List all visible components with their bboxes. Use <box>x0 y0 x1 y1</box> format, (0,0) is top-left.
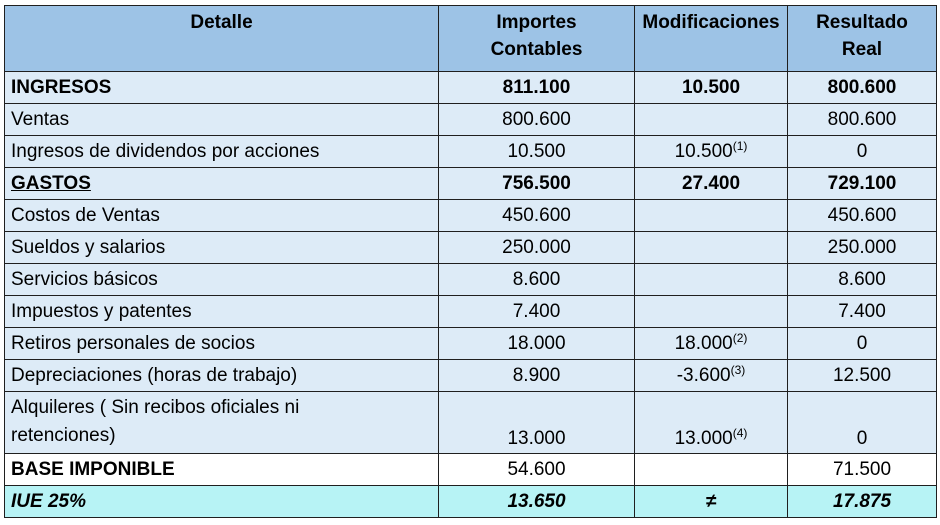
row-resultado: 0 <box>788 328 937 360</box>
tax-table-wrapper <box>4 5 937 518</box>
row-detalle <box>5 168 439 200</box>
row-importe: 8.900 <box>439 360 635 392</box>
row-detalle: IUE 25% <box>5 486 439 518</box>
row-importe: 811.100 <box>439 72 635 104</box>
header-importes-line2: Contables <box>490 39 583 60</box>
row-importe: 450.600 <box>439 200 635 232</box>
header-row <box>5 6 937 72</box>
row-modificacion <box>635 328 788 360</box>
row-detalle: Retiros personales de socios <box>5 328 439 360</box>
row-resultado: 71.500 <box>788 454 937 486</box>
row-importe: 7.400 <box>439 296 635 328</box>
footnote-marker: (1) <box>732 139 748 153</box>
table-header <box>5 6 937 72</box>
modificacion-value: 18.000 <box>674 333 733 354</box>
table-row <box>5 328 937 360</box>
row-modificacion <box>635 104 788 136</box>
detalle-line2: retenciones) <box>11 425 116 446</box>
row-detalle: Sueldos y salarios <box>5 232 439 264</box>
modificacion-value: 10.500 <box>674 141 733 162</box>
gastos-label: GASTOS <box>11 173 91 194</box>
table-row-ingresos <box>5 72 937 104</box>
row-modificacion: 27.400 <box>635 168 788 200</box>
row-resultado: 7.400 <box>788 296 937 328</box>
row-modificacion <box>635 136 788 168</box>
modificacion-value: 13.000 <box>674 428 733 449</box>
row-modificacion <box>635 454 788 486</box>
row-modificacion <box>635 392 788 454</box>
table-row <box>5 264 937 296</box>
footnote-marker: (3) <box>730 363 746 377</box>
footnote-marker: (2) <box>732 331 748 345</box>
row-resultado: 450.600 <box>788 200 937 232</box>
detalle-line1: Alquileres ( Sin recibos oficiales ni <box>11 397 300 418</box>
modificacion-value: -3.600 <box>676 365 731 386</box>
header-importes-line1: Importes <box>496 12 577 33</box>
table-row <box>5 104 937 136</box>
header-detalle: Detalle <box>5 6 439 72</box>
row-resultado: 8.600 <box>788 264 937 296</box>
table-row <box>5 360 937 392</box>
row-importe: 13.650 <box>439 486 635 518</box>
row-modificacion: 10.500 <box>635 72 788 104</box>
not-equal-sign: ≠ <box>635 486 788 518</box>
header-resultado-line2: Real <box>841 39 883 60</box>
row-resultado: 729.100 <box>788 168 937 200</box>
table-row <box>5 200 937 232</box>
table-body <box>5 72 937 518</box>
row-modificacion <box>635 264 788 296</box>
row-resultado: 17.875 <box>788 486 937 518</box>
row-importe: 250.000 <box>439 232 635 264</box>
row-importe: 800.600 <box>439 104 635 136</box>
header-importes <box>439 6 635 72</box>
row-detalle <box>5 392 439 454</box>
row-detalle: Impuestos y patentes <box>5 296 439 328</box>
row-detalle: Costos de Ventas <box>5 200 439 232</box>
table-row-base-imponible <box>5 454 937 486</box>
row-resultado: 800.600 <box>788 104 937 136</box>
row-detalle: Ventas <box>5 104 439 136</box>
row-detalle: INGRESOS <box>5 72 439 104</box>
row-modificacion <box>635 232 788 264</box>
header-modificaciones: Modificaciones <box>635 6 788 72</box>
row-modificacion <box>635 200 788 232</box>
row-importe: 756.500 <box>439 168 635 200</box>
row-modificacion <box>635 296 788 328</box>
table-row <box>5 136 937 168</box>
row-resultado: 250.000 <box>788 232 937 264</box>
row-resultado: 0 <box>788 136 937 168</box>
footnote-marker: (4) <box>732 426 748 440</box>
row-importe: 13.000 <box>439 392 635 454</box>
header-resultado-line1: Resultado <box>816 12 908 33</box>
header-resultado <box>788 6 937 72</box>
table-row <box>5 232 937 264</box>
table-row <box>5 392 937 454</box>
table-row-iue <box>5 486 937 518</box>
row-resultado: 0 <box>788 392 937 454</box>
row-importe: 18.000 <box>439 328 635 360</box>
row-modificacion <box>635 360 788 392</box>
row-detalle: BASE IMPONIBLE <box>5 454 439 486</box>
table-row <box>5 296 937 328</box>
table-row-gastos <box>5 168 937 200</box>
row-importe: 10.500 <box>439 136 635 168</box>
row-detalle: Depreciaciones (horas de trabajo) <box>5 360 439 392</box>
row-importe: 54.600 <box>439 454 635 486</box>
row-detalle: Servicios básicos <box>5 264 439 296</box>
row-importe: 8.600 <box>439 264 635 296</box>
row-resultado: 12.500 <box>788 360 937 392</box>
row-detalle: Ingresos de dividendos por acciones <box>5 136 439 168</box>
row-resultado: 800.600 <box>788 72 937 104</box>
tax-reconciliation-table <box>4 5 937 518</box>
